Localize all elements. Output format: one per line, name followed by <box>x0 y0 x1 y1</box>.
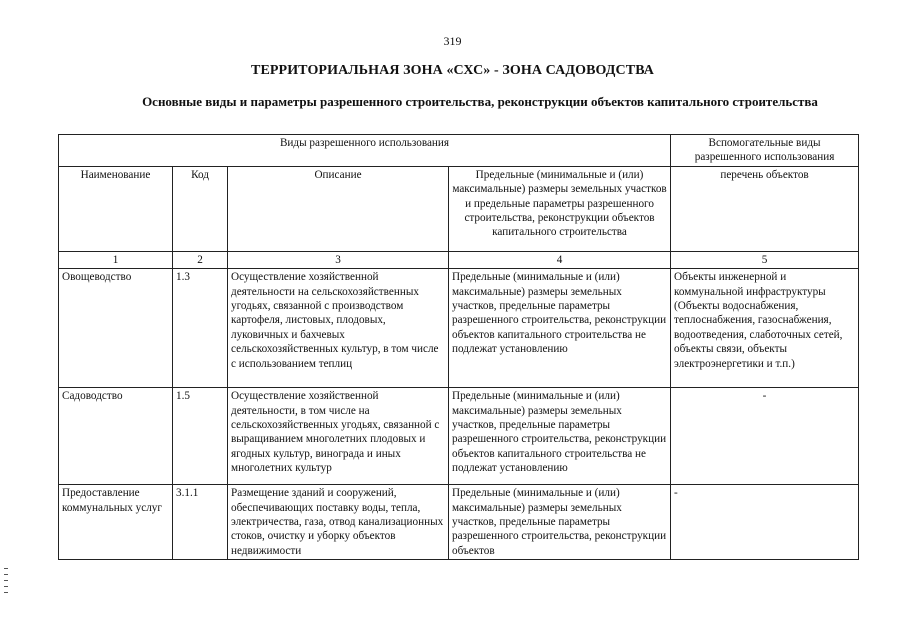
cell-description: Осуществление хозяйственной деятельности, в том числе на сельскохозяйственных угодьях, связанной с выращиванием многолетних плодовых и ягодных культур, винограда и иных многолетних культур <box>228 388 449 485</box>
column-header-description: Описание <box>228 166 449 251</box>
table-row <box>59 388 859 485</box>
group-header-row <box>59 135 859 167</box>
scan-margin-marks <box>4 568 8 616</box>
cell-objects: - <box>671 388 859 485</box>
column-header-objects: перечень объектов <box>671 166 859 251</box>
column-number: 5 <box>671 251 859 268</box>
column-header-name: Наименование <box>59 166 173 251</box>
cell-limits: Предельные (минимальные и (или) максимальные) размеры земельных участков, предельные параметры разрешенного строительства, реконструкции объектов <box>449 485 671 560</box>
table-row <box>59 269 859 388</box>
table-row <box>59 485 859 560</box>
cell-code: 1.5 <box>173 388 228 485</box>
cell-limits: Предельные (минимальные и (или) максимальные) размеры земельных участков, предельные параметры разрешенного строительства, реконструкции объектов капитального строительства не подлежат установлению <box>449 269 671 388</box>
group-header-main: Виды разрешенного использования <box>59 135 671 167</box>
page-number: 319 <box>443 34 462 48</box>
column-header-code: Код <box>173 166 228 251</box>
cell-code: 1.3 <box>173 269 228 388</box>
zoning-table <box>58 134 859 560</box>
column-header-limits: Предельные (минимальные и (или) максимальные) размеры земельных участков и предельные параметры разрешенного строительства, реконструкции объектов капитального строительства <box>449 166 671 251</box>
column-header-row <box>59 166 859 251</box>
cell-description: Осуществление хозяйственной деятельности на сельскохозяйственных угодьях, связанной с производством картофеля, листовых, плодовых, луковичных и бахчевых сельскохозяйственных культур, в том числе с использованием теплиц <box>228 269 449 388</box>
group-header-aux: Вспомогательные виды разрешенного использования <box>671 135 859 167</box>
cell-objects: Объекты инженерной и коммунальной инфраструктуры (Объекты водоснабжения, теплоснабжения, газоснабжения, водоотведения, слаботочных сетей, объекты связи, объекты электроэнергетики и т.п.) <box>671 269 859 388</box>
cell-name: Предоставление коммунальных услуг <box>59 485 173 560</box>
cell-name: Садоводство <box>59 388 173 485</box>
cell-limits: Предельные (минимальные и (или) максимальные) размеры земельных участков, предельные параметры разрешенного строительства, реконструкции объектов капитального строительства не подлежат установлению <box>449 388 671 485</box>
document-title: ТЕРРИТОРИАЛЬНАЯ ЗОНА «СХС» - ЗОНА САДОВОДСТВА <box>251 63 654 78</box>
cell-description: Размещение зданий и сооружений, обеспечивающих поставку воды, тепла, электричества, газа, отвод канализационных стоков, очистку и уборку объектов недвижимости <box>228 485 449 560</box>
column-number: 2 <box>173 251 228 268</box>
column-number-row <box>59 251 859 268</box>
column-number: 3 <box>228 251 449 268</box>
cell-code: 3.1.1 <box>173 485 228 560</box>
document-subtitle: Основные виды и параметры разрешенного строительства, реконструкции объектов капитального строительства <box>142 94 818 109</box>
cell-objects: - <box>671 485 859 560</box>
cell-name: Овощеводство <box>59 269 173 388</box>
column-number: 4 <box>449 251 671 268</box>
column-number: 1 <box>59 251 173 268</box>
